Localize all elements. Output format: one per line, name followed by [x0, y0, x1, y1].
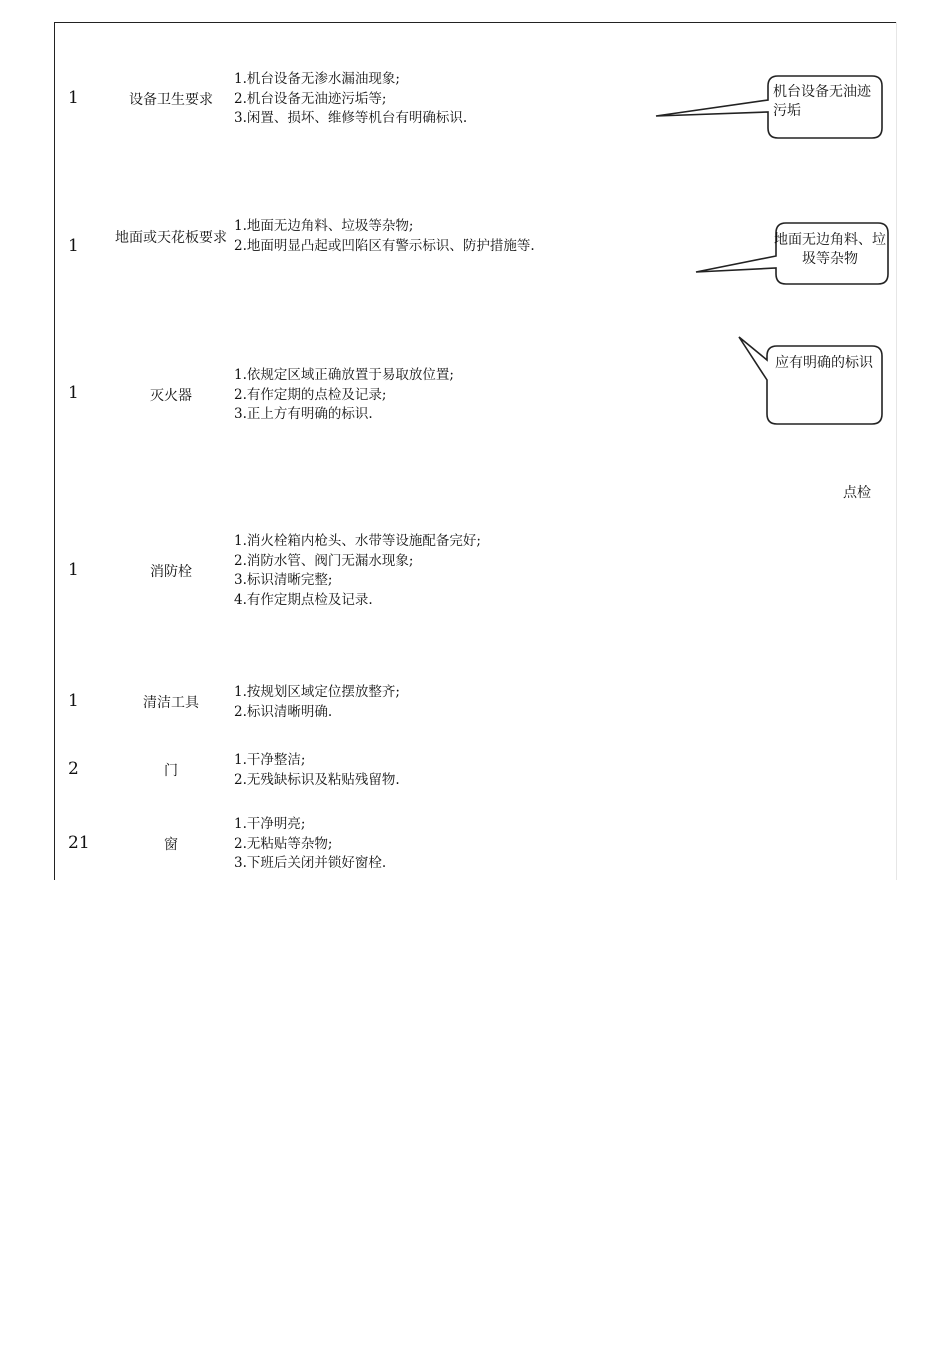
requirement-line: 3.标识清晰完整;: [234, 572, 333, 588]
row-item-name: 门: [164, 763, 178, 779]
callout-text: 机台设备无油迹污垢: [773, 84, 871, 119]
row-requirements: [234, 366, 584, 425]
row-item-name: 设备卫生要求: [129, 92, 213, 108]
requirement-line: 2.无残缺标识及粘贴残留物.: [234, 771, 400, 788]
row-requirements: [234, 217, 578, 256]
requirement-line: 1.机台设备无渗水漏油现象;: [234, 71, 400, 87]
row-number: 1: [68, 88, 79, 108]
row-number: 2: [68, 759, 79, 779]
row-item-name: 消防栓: [150, 564, 192, 580]
table-left-border: [54, 22, 55, 880]
row-requirements: [234, 532, 584, 610]
row-item-name: 窗: [164, 837, 178, 853]
requirement-line: 3.下班后关闭并锁好窗栓.: [234, 855, 387, 871]
row-item-name: 清洁工具: [143, 695, 199, 711]
row-requirements: [234, 815, 584, 874]
requirement-line: 1.依规定区域正确放置于易取放位置;: [234, 367, 454, 383]
requirement-line: 4.有作定期点检及记录.: [234, 591, 373, 608]
requirement-line: 1.消火栓箱内枪头、水带等设施配备完好;: [234, 533, 481, 549]
table-right-border: [896, 22, 897, 880]
callout-text: 应有明确的标识: [775, 355, 873, 371]
requirement-line: 2.无粘贴等杂物;: [234, 835, 333, 852]
row-number: 1: [68, 691, 79, 711]
requirement-line: 2.地面明显凸起或凹陷区有警示标识、防护措施等.: [234, 237, 535, 254]
requirement-line: 2.标识清晰明确.: [234, 703, 333, 720]
requirement-line: 1.地面无边角料、垃圾等杂物;: [234, 218, 414, 234]
row-requirements: [234, 70, 584, 129]
row-number: 1: [68, 236, 79, 256]
requirement-line: 1.干净整洁;: [234, 752, 306, 768]
callout-text: 地面无边角料、垃圾等杂物: [774, 232, 886, 267]
requirement-line: 3.正上方有明确的标识.: [234, 406, 373, 422]
callout-bubble-shape: [734, 332, 890, 430]
table-top-border: [54, 22, 896, 23]
row-item-name: 灭火器: [150, 388, 192, 404]
row-number: 21: [68, 833, 90, 853]
row-number: 1: [68, 560, 79, 580]
row-requirements: [234, 683, 584, 722]
row-item-name: 地面或天花板要求: [115, 230, 227, 246]
row-requirements: [234, 751, 584, 790]
requirement-line: 2.消防水管、阀门无漏水现象;: [234, 552, 414, 569]
requirement-line: 2.有作定期的点检及记录;: [234, 386, 387, 403]
side-note: 点检: [843, 485, 871, 501]
requirement-line: 1.干净明亮;: [234, 816, 306, 832]
row-number: 1: [68, 383, 79, 403]
requirement-line: 1.按规划区域定位摆放整齐;: [234, 684, 400, 700]
requirement-line: 2.机台设备无油迹污垢等;: [234, 90, 387, 107]
requirement-line: 3.闲置、损坏、维修等机台有明确标识.: [234, 110, 468, 126]
